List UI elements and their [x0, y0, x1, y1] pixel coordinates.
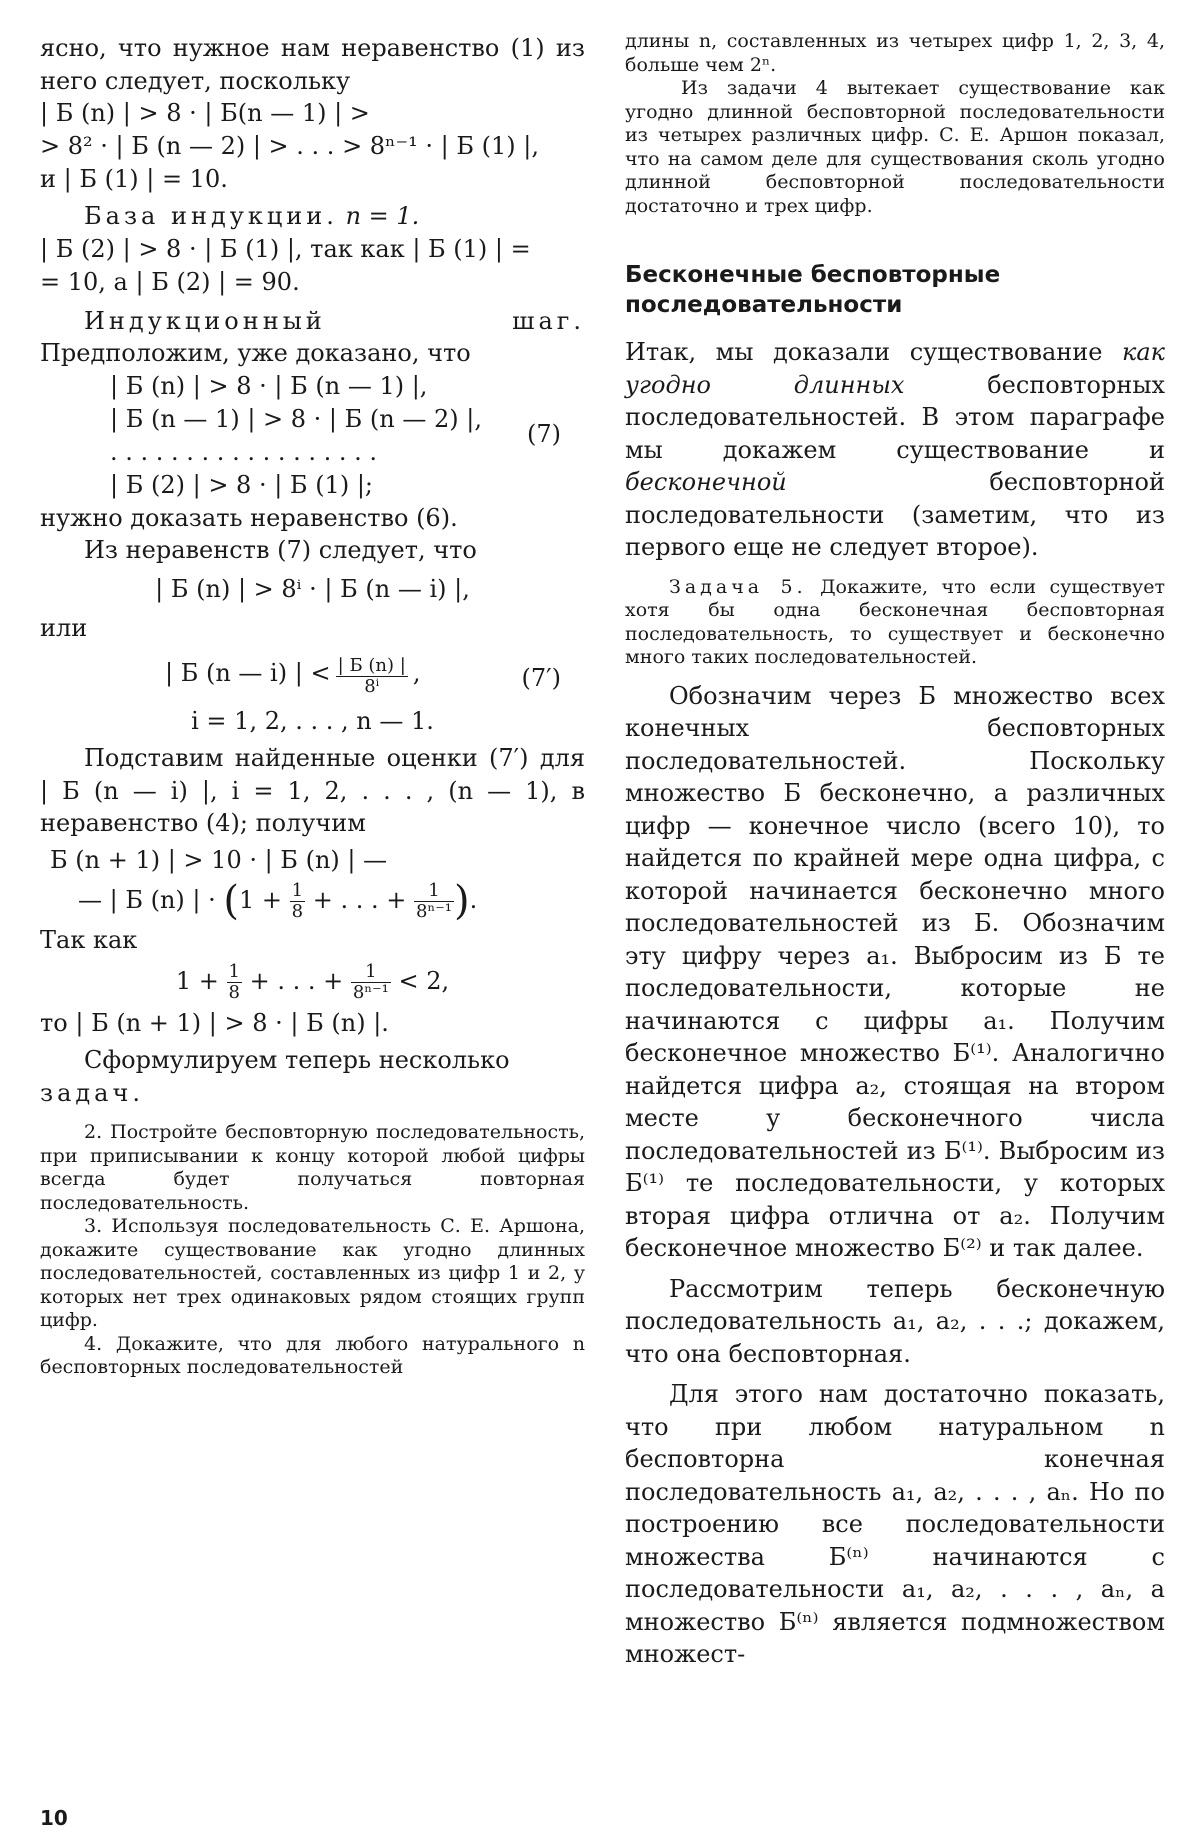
task-5-label: Задача 5. — [669, 575, 807, 598]
equation-number-7: (7) — [527, 419, 561, 448]
paragraph-base — [40, 200, 585, 233]
section-heading: Бесконечные бесповторные последовательности — [625, 262, 1001, 318]
f5-mid: + . . . + — [249, 967, 344, 995]
f4b-frac2-den: 8ⁿ⁻¹ — [416, 900, 452, 922]
paragraph-substitute: Подставим найденные оценки (7′) для | Б (n — i) |, i = 1, 2, . . . , (n — 1), в неравенство (4); получим — [40, 744, 585, 837]
system-dots: . . . . . . . . . . . . . . . . . . — [110, 437, 378, 466]
note-arshon: Из задачи 4 вытекает существование как угодно длинной бесповторной последовательности из четырех различных цифр. С. Е. Аршон показал, что на самом деле для существования сколь угодно длинной бесповторной последовательности достаточно и трех цифр. — [625, 77, 1165, 217]
paragraph-proof: Для этого нам достаточно показать, что при любом натуральном n бесповторна конечная последовательность a₁, a₂, . . . , aₙ. Но по построению все последовательности множества Б⁽ⁿ⁾ начинаются с последовательности a₁, a₂, . . . , aₙ, а множество Б⁽ⁿ⁾ является подмножеством множест- — [625, 1380, 1165, 1668]
base-line-1: | Б (2) | > 8 · | Б (1) |, так как | Б (1) | = — [40, 234, 531, 263]
f4b-mid: + . . . + — [312, 885, 407, 914]
f4b-frac1-num: 1 — [291, 879, 304, 901]
base-line-2: = 10, а | Б (2) | = 90. — [40, 267, 300, 296]
base-equation: n = 1. — [345, 202, 420, 230]
f7p-numerator: | Б (n) | — [337, 655, 406, 676]
left-paren: ( — [223, 877, 240, 924]
paragraph-section-intro — [625, 336, 1165, 564]
inequality-system — [40, 370, 585, 502]
step-label: Индукционный шаг. — [84, 306, 585, 335]
formula-chain-3: и | Б (1) | = 10. — [40, 165, 228, 193]
intro-part-e: бесповторной последовательности (заметим, что из первого еще не следует второе). — [625, 468, 1165, 561]
f5-pre: 1 + — [175, 967, 219, 995]
f5-post: < 2, — [398, 967, 450, 995]
f7p-fraction — [336, 656, 408, 697]
paragraph-step — [40, 305, 585, 370]
equation-number-7prime: (7′) — [521, 664, 561, 692]
intro-part-a: Итак, мы доказали существование — [625, 338, 1103, 366]
paragraph-intro: ясно, что нужное нам неравенство (1) из него следует, поскольку — [40, 34, 585, 95]
step-text: Предположим, уже доказано, что — [40, 339, 471, 367]
f4b-frac1 — [290, 881, 305, 922]
f5-frac2-den: 8ⁿ⁻¹ — [352, 982, 389, 1003]
f5-frac1-num: 1 — [228, 961, 240, 982]
base-label: База индукции. — [84, 202, 338, 230]
task-5-text: Докажите, что если существует хотя бы одна бесконечная бесповторная последовательность, то существует и бесконечно много таких последовательностей. — [625, 575, 1165, 668]
formula-chain-1: | Б (n) | > 8 · | Б(n — 1) | > — [40, 99, 370, 127]
paragraph-need: нужно доказать неравенство (6). — [40, 503, 458, 532]
f7p-denominator: 8ⁱ — [364, 676, 380, 697]
f4b-frac2-num: 1 — [414, 881, 454, 902]
f7p-tail: , — [412, 659, 421, 687]
formula-chain-2: > 8² · | Б (n — 2) | > . . . > 8ⁿ⁻¹ · | Б (1) |, — [40, 132, 539, 160]
system-line-1: | Б (n) | > 8 · | Б (n — 1) |, — [110, 371, 428, 400]
f5-frac1-den: 8 — [228, 982, 240, 1003]
right-paren: ) — [454, 877, 470, 924]
task-4-continued: длины n, составленных из четырех цифр 1, 2, 3, 4, больше чем 2ⁿ. — [625, 30, 1165, 76]
task-4: 4. Докажите, что для любого натурального n бесповторных последовательностей — [40, 1332, 585, 1378]
f5-frac2 — [351, 962, 391, 1003]
formula-6: то | Б (n + 1) | > 8 · | Б (n) |. — [40, 1009, 389, 1037]
system-line-2: | Б (n — 1) | > 8 · | Б (n — 2) |, — [110, 404, 482, 433]
paragraph-formulate: Сформулируем теперь несколько — [84, 1046, 510, 1074]
paragraph-from: Из неравенств (7) следует, что — [84, 536, 477, 564]
paragraph-construction: Обозначим через Б множество всех конечных бесповторных последовательностей. Поскольку множество Б бесконечно, а различных цифр — конечное число (всего 10), то найдется по крайней мере одна цифра, с которой начинается бесконечно много последовательностей из Б. Обозначим эту цифру через a₁. Выбросим из Б те последовательности, которые не начинаются с цифры a₁. Получим бесконечное множество Б⁽¹⁾. Аналогично найдется цифра a₂, стоящая на втором месте у бесконечного числа последовательностей из Б⁽¹⁾. Выбросим из Б⁽¹⁾ те последовательности, у которых вторая цифра отлична от a₂. Получим бесконечное множество Б⁽²⁾ и так далее. — [625, 681, 1165, 1262]
system-line-3: | Б (2) | > 8 · | Б (1) |; — [110, 470, 373, 499]
right-column — [625, 30, 1165, 1671]
word-tasks: задач. — [40, 1078, 144, 1107]
f5-frac2-num: 1 — [351, 962, 391, 983]
task-2: 2. Постройте бесповторную последовательность, при приписывании к концу которой любой цифры всегда будет получаться повторная последовательность. — [40, 1121, 585, 1214]
f4b-frac2 — [414, 881, 454, 922]
f7p-left: | Б (n — i) | < — [165, 659, 331, 687]
formula-4b: — | Б (n) | · (1 + $\frac{1}{8}$ + . . . + $\frac{1}{\text{8ⁿ⁻¹}}$ ). — [78, 877, 478, 924]
left-column — [40, 32, 585, 1380]
task-3: 3. Используя последовательность С. Е. Аршона, докажите существование как угодно длинных последовательностей, составленных из цифр 1 и 2, у которых нет трех одинаковых рядом стоящих групп цифр. — [40, 1215, 585, 1331]
intro-italic-long: как угодно длинных — [625, 338, 1165, 399]
f4b-pre: — | Б (n) | · — [78, 885, 216, 914]
formula-4a: Б (n + 1) | > 10 · | Б (n) | — — [50, 845, 388, 874]
task-5 — [625, 576, 1165, 670]
so-as: Так как — [40, 925, 138, 954]
intro-part-c: бесповторных последовательностей. В этом параграфе мы докажем существование и — [625, 370, 1165, 464]
word-or: или — [40, 613, 88, 642]
formula-5 — [40, 962, 585, 1003]
formula-8i: | Б (n) | > 8ⁱ · | Б (n — i) |, — [155, 574, 470, 603]
formula-7prime — [40, 656, 585, 697]
intro-italic-infinite: бесконечной — [625, 468, 787, 496]
page-number: 10 — [40, 1806, 68, 1830]
f5-frac1 — [227, 962, 242, 1003]
paragraph-consider: Рассмотрим теперь бесконечную последовательность a₁, a₂, . . .; докажем, что она бесповторная. — [625, 1274, 1165, 1368]
range-i: i = 1, 2, . . . , n — 1. — [191, 707, 434, 735]
f4b-one: 1 + — [239, 885, 283, 914]
f4b-frac1-den: 8 — [291, 900, 304, 922]
